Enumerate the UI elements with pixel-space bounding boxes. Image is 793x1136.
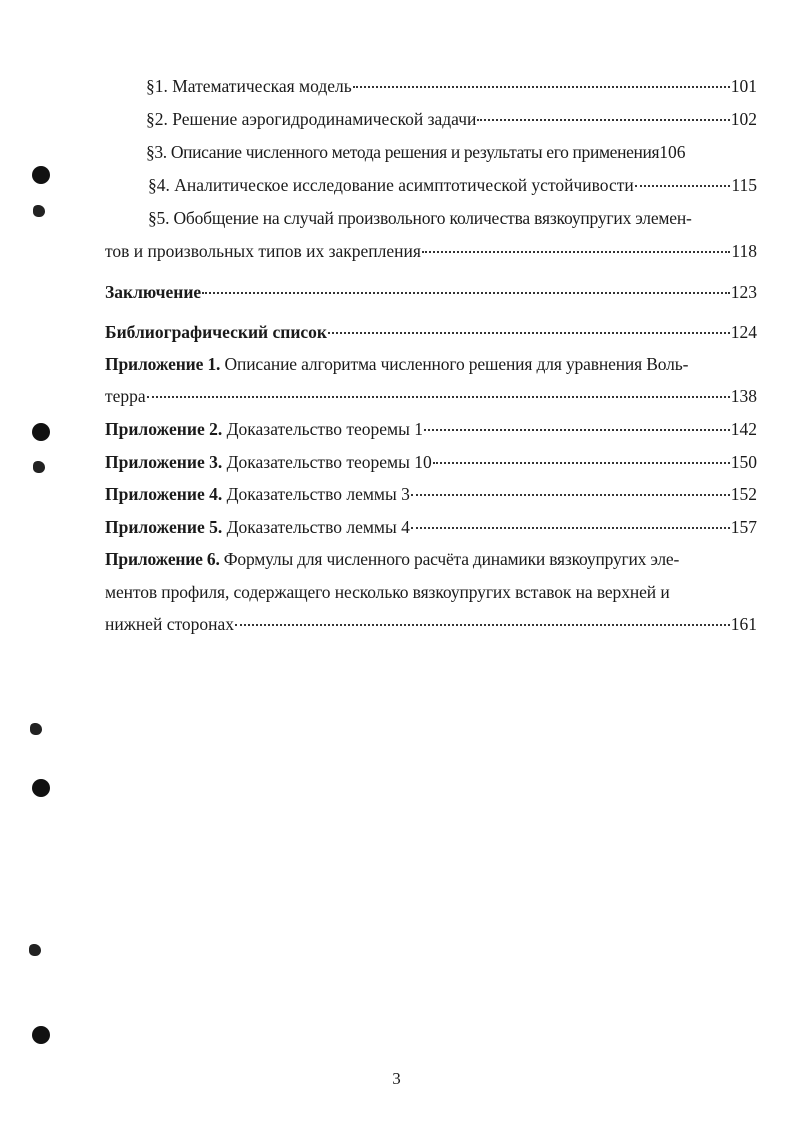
toc-entry-title: §4. Аналитическое исследование асимптотической устойчивости — [148, 175, 634, 195]
toc-entry-appendix-2 — [105, 418, 757, 440]
dot-leader — [424, 429, 730, 431]
dot-leader — [411, 527, 730, 529]
toc-page-number: 152 — [730, 484, 757, 504]
toc-page-number: 161 — [730, 614, 757, 634]
toc-page-number: 142 — [730, 419, 757, 439]
toc-entry-title: Формулы для численного расчёта динамики вязкоупругих эле- — [219, 549, 680, 569]
toc-page-number: 150 — [730, 452, 757, 472]
appendix-label: Приложение 4. — [105, 484, 223, 504]
toc-page-number: 101 — [730, 76, 757, 96]
punch-hole — [32, 423, 50, 441]
toc-entry-title: Доказательство теоремы 1 — [222, 419, 423, 439]
toc-entry-section-1 — [146, 75, 757, 97]
toc-page-number: 102 — [730, 109, 757, 129]
toc-entry-appendix-6 — [105, 613, 757, 635]
toc-entry-appendix-1 — [105, 385, 757, 407]
dot-leader — [202, 292, 730, 294]
toc-page-number: 118 — [731, 241, 757, 261]
toc-entry-appendix-1-line-1 — [105, 353, 688, 375]
toc-entry-appendix-6-line-2: ментов профиля, содержащего несколько вязкоупругих вставок на верхней и — [105, 582, 670, 602]
toc-entry-bibliography — [105, 321, 757, 343]
dot-leader — [422, 251, 730, 253]
toc-entry-title: Библиографический список — [105, 322, 328, 342]
appendix-label: Приложение 5. — [105, 517, 223, 537]
toc-entry-section-5-line-1: §5. Обобщение на случай произвольного количества вязкоупругих элемен- — [148, 208, 692, 228]
toc-page-number: 157 — [730, 517, 757, 537]
punch-hole — [32, 779, 50, 797]
scan-smudge — [30, 723, 42, 735]
toc-entry-section-3 — [146, 141, 757, 163]
toc-entry-title: тов и произвольных типов их закрепления — [105, 241, 421, 261]
dot-leader — [477, 119, 729, 121]
dot-leader — [235, 624, 730, 626]
toc-entry-appendix-6-line-1 — [105, 548, 679, 570]
dot-leader — [328, 332, 730, 334]
dot-leader — [411, 494, 730, 496]
toc-page-number: 115 — [731, 175, 757, 195]
toc-entry-title: Описание алгоритма численного решения для уравнения Воль- — [220, 354, 689, 374]
toc-entry-title: §3. Описание численного метода решения и результаты его применения — [146, 142, 660, 162]
toc-entry-section-5 — [105, 240, 757, 262]
appendix-label: Приложение 3. — [105, 452, 223, 472]
appendix-label: Приложение 6. — [105, 549, 220, 569]
toc-page-number: 123 — [730, 282, 757, 302]
toc-entry-title: Доказательство леммы 4 — [222, 517, 410, 537]
toc-entry-title: §1. Математическая модель — [146, 76, 352, 96]
page-number: 3 — [392, 1069, 401, 1088]
toc-entry-section-4 — [148, 174, 757, 196]
appendix-label: Приложение 2. — [105, 419, 223, 439]
dot-leader — [433, 462, 730, 464]
toc-page-number: 124 — [730, 322, 757, 342]
scan-smudge — [29, 944, 41, 956]
toc-entry-conclusion — [105, 281, 757, 303]
toc-entry-section-2 — [146, 108, 757, 130]
punch-hole — [32, 1026, 50, 1044]
scan-smudge — [33, 461, 45, 473]
toc-entry-appendix-3 — [105, 451, 757, 473]
appendix-label: Приложение 1. — [105, 354, 221, 374]
dot-leader — [353, 86, 730, 88]
toc-entry-title: §2. Решение аэрогидродинамической задачи — [146, 109, 477, 129]
toc-entry-title: Заключение — [105, 282, 202, 302]
toc-entry-title: терра — [105, 386, 146, 406]
toc-entry-title: нижней сторонах — [105, 614, 235, 634]
dot-leader — [147, 396, 730, 398]
toc-entry-title: Доказательство теоремы 10 — [222, 452, 432, 472]
toc-entry-appendix-4 — [105, 483, 757, 505]
toc-entry-appendix-5 — [105, 516, 757, 538]
dot-leader — [635, 185, 731, 187]
scan-smudge — [33, 205, 45, 217]
toc-page-number: 106 — [659, 142, 686, 162]
toc-page-number: 138 — [730, 386, 757, 406]
toc-entry-title: Доказательство леммы 3 — [222, 484, 410, 504]
punch-hole — [32, 166, 50, 184]
